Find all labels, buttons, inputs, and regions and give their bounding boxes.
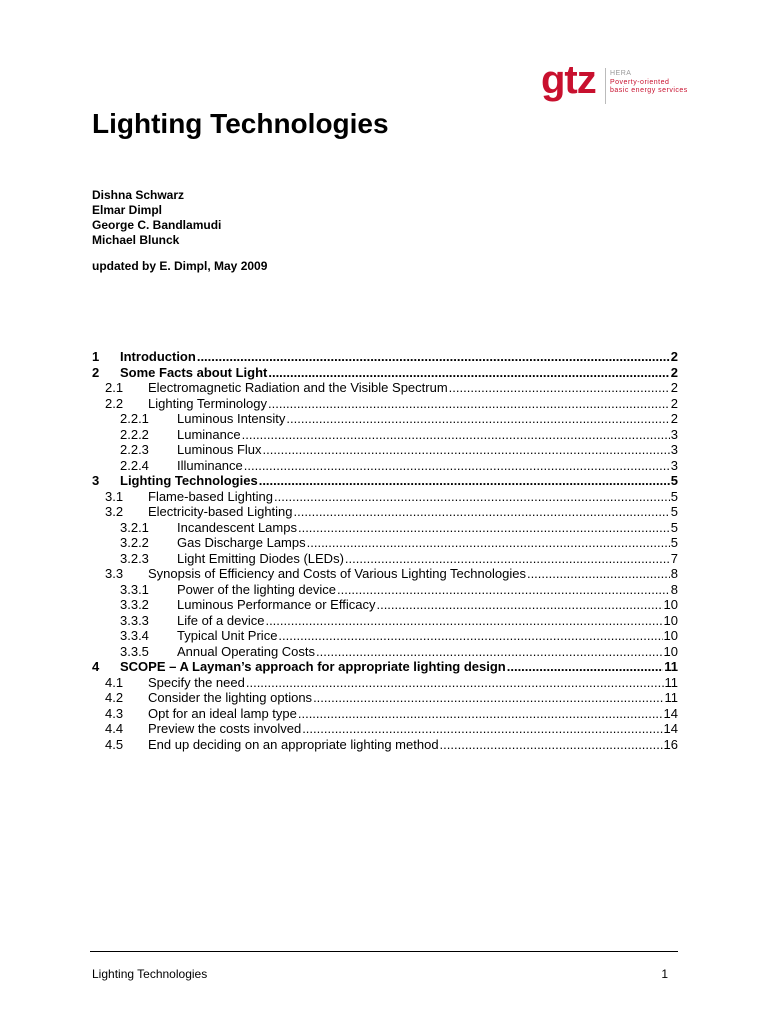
toc-entry[interactable] bbox=[92, 628, 678, 644]
toc-entry-page: 11 bbox=[664, 690, 678, 705]
toc-entry-title: Some Facts about Light bbox=[120, 364, 268, 380]
toc-entry-page: 3 bbox=[670, 457, 678, 473]
toc-leader-dots bbox=[197, 349, 670, 365]
toc-entry-number: 2.1 bbox=[105, 380, 124, 395]
toc-entry-page: 14 bbox=[663, 721, 678, 736]
logo-line-3: basic energy services bbox=[610, 87, 688, 94]
toc-leader-dots bbox=[313, 690, 663, 706]
toc-entry-page: 3 bbox=[670, 442, 678, 457]
toc-entry-number: 4.3 bbox=[105, 705, 124, 721]
toc-entry-page: 3 bbox=[670, 426, 678, 442]
toc-entry-number: 4.4 bbox=[105, 721, 124, 736]
toc-leader-dots bbox=[274, 489, 670, 505]
toc-entry[interactable] bbox=[92, 721, 678, 737]
toc-entry-number: 3.1 bbox=[105, 488, 124, 504]
toc-entry-number: 4 bbox=[92, 659, 100, 674]
toc-entry-title: Life of a device bbox=[177, 612, 265, 628]
toc-entry-title: Luminous Intensity bbox=[177, 411, 286, 426]
update-note: updated by E. Dimpl, May 2009 bbox=[92, 259, 268, 273]
toc-entry[interactable] bbox=[92, 706, 678, 722]
toc-leader-dots bbox=[316, 644, 663, 660]
toc-entry-number: 3.3.1 bbox=[120, 581, 149, 597]
toc-entry-title: End up deciding on an appropriate lighting method bbox=[148, 736, 439, 752]
toc-entry-title: Opt for an ideal lamp type bbox=[148, 705, 297, 721]
toc-entry[interactable] bbox=[92, 504, 678, 520]
toc-entry-number: 2.2.2 bbox=[120, 426, 149, 442]
toc-entry-page: 5 bbox=[670, 535, 678, 550]
toc-entry[interactable] bbox=[92, 675, 678, 691]
toc-entry-number: 2.2.3 bbox=[120, 442, 149, 457]
toc-entry[interactable] bbox=[92, 349, 678, 365]
author: Dishna Schwarz bbox=[92, 188, 185, 202]
toc-entry-page: 10 bbox=[663, 643, 678, 659]
toc-entry-number: 3.2.2 bbox=[120, 535, 149, 550]
toc-entry[interactable] bbox=[92, 582, 678, 598]
toc-entry-title: Light Emitting Diodes (LEDs) bbox=[177, 550, 344, 566]
toc-entry-number: 1 bbox=[92, 349, 100, 364]
toc-entry-page: 2 bbox=[670, 395, 678, 411]
toc-entry[interactable] bbox=[92, 613, 678, 629]
toc-entry-title: SCOPE – A Layman’s approach for appropriate lighting design bbox=[120, 659, 506, 674]
toc-leader-dots bbox=[268, 365, 669, 381]
toc-leader-dots bbox=[376, 597, 662, 613]
toc-leader-dots bbox=[268, 396, 670, 412]
author-list bbox=[92, 188, 221, 248]
toc-leader-dots bbox=[294, 504, 670, 520]
toc-leader-dots bbox=[337, 582, 670, 598]
toc-entry-number: 2.2.1 bbox=[120, 411, 149, 426]
toc-entry-number: 2.2 bbox=[105, 395, 124, 411]
toc-entry[interactable] bbox=[92, 365, 678, 381]
toc-entry-page: 8 bbox=[670, 566, 678, 581]
toc-entry-number: 3.3.3 bbox=[120, 612, 149, 628]
toc-entry-title: Luminous Performance or Efficacy bbox=[177, 597, 376, 612]
toc-entry-page: 11 bbox=[664, 659, 678, 674]
toc-leader-dots bbox=[345, 551, 670, 567]
toc-entry-title: Lighting Terminology bbox=[148, 395, 267, 411]
toc-entry-title: Incandescent Lamps bbox=[177, 519, 297, 535]
toc-entry-page: 7 bbox=[670, 550, 678, 566]
toc-entry-title: Luminance bbox=[177, 426, 241, 442]
toc-entry-number: 4.2 bbox=[105, 690, 124, 705]
toc-leader-dots bbox=[259, 473, 670, 489]
toc-entry[interactable] bbox=[92, 473, 678, 489]
toc-entry-page: 11 bbox=[664, 674, 678, 690]
logo-mark: gtz bbox=[541, 58, 596, 102]
toc-entry-number: 3.3.2 bbox=[120, 597, 149, 612]
toc-entry-number: 3 bbox=[92, 473, 100, 488]
author: Elmar Dimpl bbox=[92, 203, 163, 217]
toc-entry-number: 3.3.5 bbox=[120, 643, 149, 659]
logo-tagline bbox=[610, 70, 720, 96]
toc-entry-number: 3.3 bbox=[105, 566, 124, 581]
toc-entry[interactable] bbox=[92, 411, 678, 427]
toc-entry[interactable] bbox=[92, 659, 678, 675]
toc-entry-title: Typical Unit Price bbox=[177, 628, 278, 643]
toc-entry-number: 2.2.4 bbox=[120, 457, 149, 473]
toc-entry-page: 10 bbox=[663, 612, 678, 628]
toc-entry-title: Consider the lighting options bbox=[148, 690, 313, 705]
toc-leader-dots bbox=[244, 458, 670, 474]
toc-entry-page: 2 bbox=[670, 380, 678, 395]
toc-entry-page: 16 bbox=[663, 736, 678, 752]
footer-title: Lighting Technologies bbox=[92, 967, 208, 981]
toc-entry-title: Electromagnetic Radiation and the Visible Spectrum bbox=[148, 380, 448, 395]
toc-entry-page: 2 bbox=[670, 349, 678, 364]
toc-entry[interactable] bbox=[92, 597, 678, 613]
toc-entry[interactable] bbox=[92, 380, 678, 396]
toc-entry-page: 10 bbox=[663, 597, 678, 612]
toc-leader-dots bbox=[302, 721, 662, 737]
toc-leader-dots bbox=[242, 427, 670, 443]
toc-entry-number: 4.1 bbox=[105, 674, 124, 690]
toc-entry-number: 3.2 bbox=[105, 504, 124, 519]
toc-entry-page: 2 bbox=[670, 364, 678, 380]
toc-entry-title: Gas Discharge Lamps bbox=[177, 535, 306, 550]
toc-entry[interactable] bbox=[92, 690, 678, 706]
toc-entry-title: Electricity-based Lighting bbox=[148, 504, 293, 519]
logo-separator bbox=[605, 68, 606, 104]
toc-entry-page: 5 bbox=[670, 488, 678, 504]
toc-entry[interactable] bbox=[92, 489, 678, 505]
toc-entry[interactable] bbox=[92, 551, 678, 567]
toc-entry-title: Flame-based Lighting bbox=[148, 488, 274, 504]
toc-leader-dots bbox=[298, 520, 670, 536]
toc-leader-dots bbox=[440, 737, 663, 753]
footer-divider bbox=[90, 951, 678, 952]
toc-entry-number: 3.2.1 bbox=[120, 519, 149, 535]
toc-entry-number: 2 bbox=[92, 364, 100, 380]
toc-entry[interactable] bbox=[92, 427, 678, 443]
toc-entry[interactable] bbox=[92, 737, 678, 753]
toc-entry-number: 3.3.4 bbox=[120, 628, 149, 643]
toc-entry[interactable] bbox=[92, 442, 678, 458]
toc-entry-page: 8 bbox=[670, 581, 678, 597]
logo-line-2: Poverty-oriented bbox=[610, 78, 670, 86]
toc-entry-number: 3.2.3 bbox=[120, 550, 149, 566]
toc-leader-dots bbox=[507, 659, 664, 675]
toc-entry[interactable] bbox=[92, 644, 678, 660]
toc-entry-page: 2 bbox=[670, 411, 678, 426]
toc-entry-title: Luminous Flux bbox=[177, 442, 262, 457]
toc-leader-dots bbox=[307, 535, 670, 551]
toc-leader-dots bbox=[449, 380, 670, 396]
document-title: Lighting Technologies bbox=[92, 108, 389, 139]
toc-leader-dots bbox=[286, 411, 669, 427]
author: Michael Blunck bbox=[92, 233, 180, 247]
toc-entry-number: 4.5 bbox=[105, 736, 124, 752]
toc-leader-dots bbox=[265, 613, 662, 629]
toc-leader-dots bbox=[246, 675, 664, 691]
toc-entry-title: Preview the costs involved bbox=[148, 721, 302, 736]
toc-entry-page: 14 bbox=[663, 705, 678, 721]
toc-entry-page: 5 bbox=[670, 504, 678, 519]
toc-entry-title: Specify the need bbox=[148, 674, 245, 690]
toc-leader-dots bbox=[278, 628, 662, 644]
table-of-contents bbox=[92, 349, 678, 752]
toc-entry[interactable] bbox=[92, 396, 678, 412]
logo-line-1: HERA bbox=[610, 70, 632, 77]
toc-entry-title: Annual Operating Costs bbox=[177, 643, 316, 659]
toc-leader-dots bbox=[527, 566, 670, 582]
toc-entry[interactable] bbox=[92, 520, 678, 536]
toc-entry[interactable] bbox=[92, 566, 678, 582]
toc-entry-title: Power of the lighting device bbox=[177, 581, 336, 597]
toc-leader-dots bbox=[298, 706, 663, 722]
toc-entry-page: 10 bbox=[663, 628, 678, 643]
toc-entry[interactable] bbox=[92, 458, 678, 474]
toc-entry-page: 5 bbox=[670, 473, 678, 488]
toc-entry[interactable] bbox=[92, 535, 678, 551]
toc-entry-title: Lighting Technologies bbox=[120, 473, 258, 488]
toc-entry-page: 5 bbox=[670, 519, 678, 535]
author: George C. Bandlamudi bbox=[92, 218, 222, 232]
toc-entry-title: Introduction bbox=[120, 349, 196, 364]
toc-entry-title: Synopsis of Efficiency and Costs of Various Lighting Technologies bbox=[148, 566, 526, 581]
toc-entry-title: Illuminance bbox=[177, 457, 243, 473]
toc-leader-dots bbox=[263, 442, 670, 458]
page-number: 1 bbox=[661, 967, 668, 981]
